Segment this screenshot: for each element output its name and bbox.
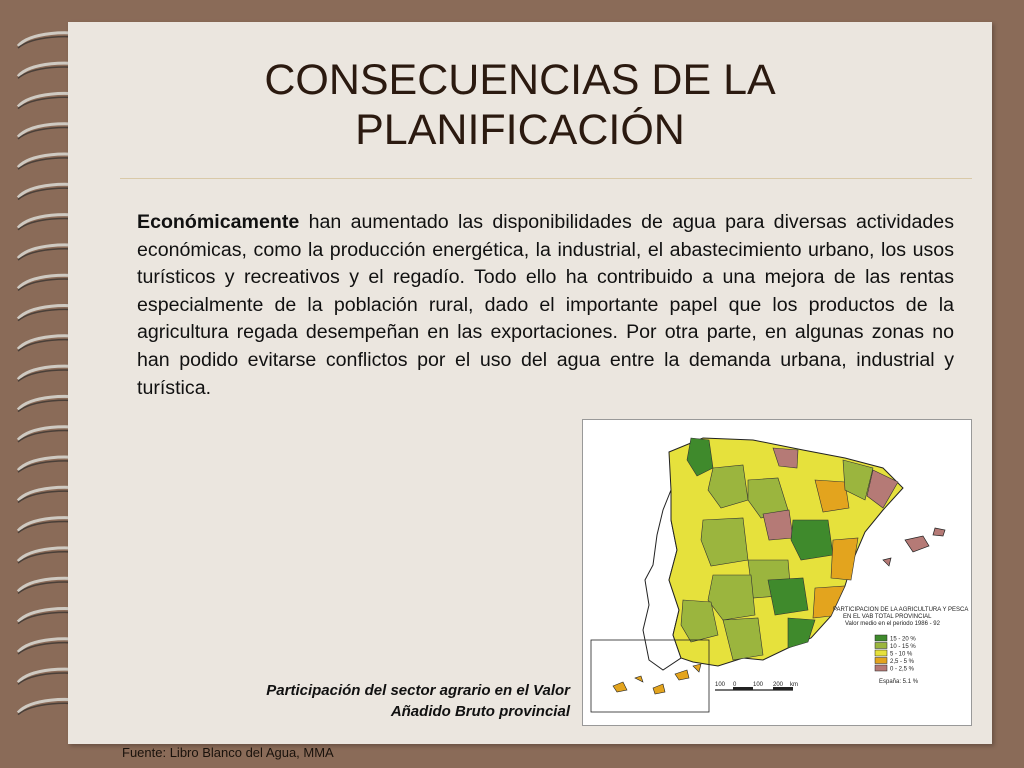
slide-title [190, 55, 850, 155]
scale-label: 200 [773, 682, 784, 688]
canary-islands [613, 664, 701, 694]
caption-line-1: Participación del sector agrario en el Valor [266, 682, 570, 699]
province-orange-3 [813, 586, 845, 618]
paragraph-text: han aumentado las disponibilidades de agua para diversas actividades económicas, como la producción energética, la industrial, el abastecimiento urbano, los usos turísticos y recreativos y el regadío. Todo ello ha contribuido a una mejora de las rentas especialmente de la población rural, dado el importante papel que los productos de la agricultura regada desempeñan en las exportaciones. Por otra parte, en algunas zonas no han podido evitarse conflictos por el uso del agua entre la demanda urbana, industrial y turística. [137, 211, 954, 399]
province-green-dark-4 [788, 618, 815, 648]
map-legend [833, 607, 968, 685]
lead-word: Económicamente [137, 211, 300, 233]
spain-total-label: España: 5.1 % [879, 679, 919, 685]
caption-line-2: Añadido Bruto provincial [390, 703, 570, 720]
source-note: Fuente: Libro Blanco del Agua, MMA [122, 745, 334, 760]
legend-label: 15 - 20 % [890, 636, 916, 643]
province-green-dark-3 [768, 578, 808, 615]
figure-caption [210, 680, 570, 722]
body-paragraph [137, 209, 954, 402]
legend-label: 0 - 2,5 % [890, 666, 915, 673]
legend-title-1: PARTICIPACION DE LA AGRICULTURA Y PESCA [833, 607, 969, 613]
legend-swatch [875, 658, 887, 664]
map-scale-bar [715, 682, 798, 690]
scale-label: km [790, 682, 798, 688]
province-orange-2 [831, 538, 858, 580]
title-line-2: PLANIFICACIÓN [355, 106, 685, 154]
spain-province-map [583, 420, 971, 725]
legend-swatch [875, 665, 887, 671]
title-line-1: CONSECUENCIAS DE LA [264, 56, 776, 104]
legend-swatch [875, 650, 887, 656]
legend-swatch [875, 635, 887, 641]
legend-label: 10 - 15 % [890, 644, 916, 650]
balearic-islands [883, 528, 945, 566]
scale-label: 100 [715, 682, 726, 688]
title-divider [120, 178, 972, 179]
province-olive-3 [701, 518, 748, 566]
legend-label: 5 - 10 % [890, 651, 913, 658]
spain-map-figure [582, 419, 972, 726]
scale-label: 0 [733, 682, 737, 688]
legend-swatch [875, 643, 887, 649]
legend-title-2: EN EL VAB TOTAL PROVINCIAL [843, 614, 932, 620]
legend-label: 2,5 - 5 % [890, 659, 915, 665]
scale-label: 100 [753, 682, 764, 688]
legend-title-3: Valor medio en el periodo 1986 - 92 [845, 621, 940, 627]
